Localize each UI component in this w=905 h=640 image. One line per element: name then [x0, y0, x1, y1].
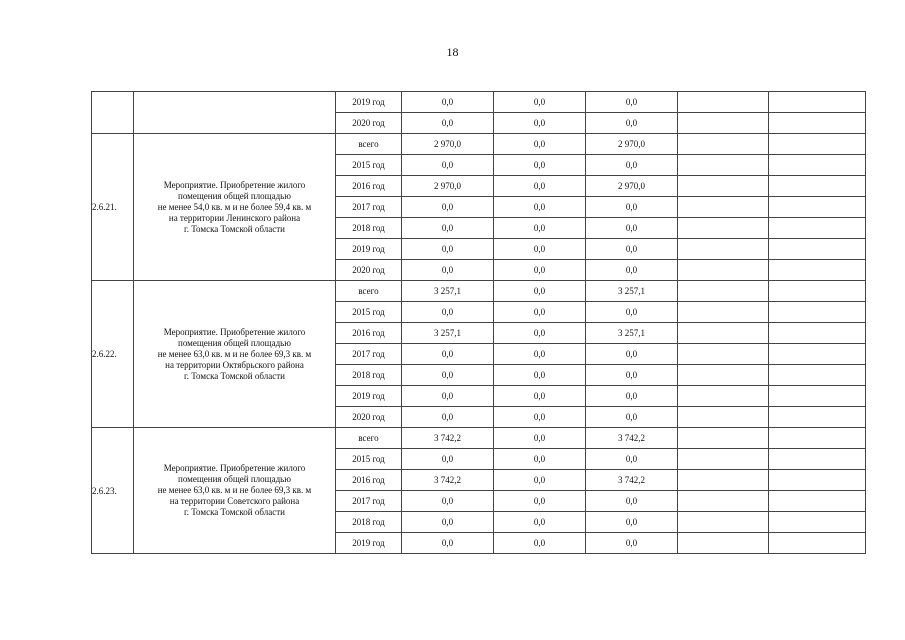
local-cell: 0,0 — [586, 449, 678, 470]
item-name-line: помещения общей площадью — [178, 337, 291, 348]
federal-cell: 0,0 — [494, 365, 586, 386]
year-cell: 2015 год — [336, 302, 402, 323]
year-cell: всего — [336, 134, 402, 155]
federal-cell: 0,0 — [494, 134, 586, 155]
total-cell: 0,0 — [402, 155, 494, 176]
empty-cell — [678, 197, 769, 218]
local-cell: 0,0 — [586, 155, 678, 176]
federal-cell: 0,0 — [494, 155, 586, 176]
total-cell: 0,0 — [402, 113, 494, 134]
local-cell: 0,0 — [586, 218, 678, 239]
year-cell: 2018 год — [336, 218, 402, 239]
empty-cell — [678, 407, 769, 428]
table-body — [92, 92, 866, 554]
empty-cell — [769, 302, 866, 323]
empty-cell — [769, 365, 866, 386]
local-cell: 0,0 — [586, 113, 678, 134]
table-row — [92, 92, 866, 113]
empty-cell — [769, 344, 866, 365]
federal-cell: 0,0 — [494, 260, 586, 281]
empty-cell — [678, 428, 769, 449]
local-cell: 0,0 — [586, 512, 678, 533]
item-name-line: не менее 54,0 кв. м и не более 59,4 кв. м — [157, 201, 312, 212]
local-cell: 0,0 — [586, 302, 678, 323]
local-cell: 0,0 — [586, 491, 678, 512]
local-cell: 3 257,1 — [586, 323, 678, 344]
item-number-cell — [92, 92, 134, 134]
total-cell: 0,0 — [402, 92, 494, 113]
empty-cell — [769, 155, 866, 176]
year-cell: 2019 год — [336, 239, 402, 260]
item-name-cell — [134, 281, 336, 428]
empty-cell — [769, 197, 866, 218]
total-cell: 3 257,1 — [402, 323, 494, 344]
local-cell: 2 970,0 — [586, 134, 678, 155]
empty-cell — [678, 344, 769, 365]
empty-cell — [678, 365, 769, 386]
empty-cell — [678, 281, 769, 302]
total-cell: 3 742,2 — [402, 470, 494, 491]
item-name-line: на территории Октябрьского района — [165, 359, 304, 370]
total-cell: 0,0 — [402, 491, 494, 512]
year-cell: 2019 год — [336, 386, 402, 407]
year-cell: 2018 год — [336, 512, 402, 533]
empty-cell — [678, 155, 769, 176]
item-name-line: Мероприятие. Приобретение жилого — [163, 179, 306, 190]
local-cell: 0,0 — [586, 239, 678, 260]
item-name-line: помещения общей площадью — [178, 474, 291, 484]
federal-cell: 0,0 — [494, 218, 586, 239]
total-cell: 3 742,2 — [402, 428, 494, 449]
federal-cell: 0,0 — [494, 323, 586, 344]
empty-cell — [678, 92, 769, 113]
year-cell: 2020 год — [336, 113, 402, 134]
total-cell: 3 257,1 — [402, 281, 494, 302]
empty-cell — [769, 92, 866, 113]
local-cell: 0,0 — [586, 92, 678, 113]
item-number-cell: 2.6.22. — [92, 281, 134, 428]
local-cell: 0,0 — [586, 344, 678, 365]
federal-cell: 0,0 — [494, 428, 586, 449]
table-row — [92, 428, 866, 449]
year-cell: всего — [336, 428, 402, 449]
year-cell: 2016 год — [336, 470, 402, 491]
year-cell: 2016 год — [336, 323, 402, 344]
item-number-cell: 2.6.21. — [92, 134, 134, 281]
local-cell: 0,0 — [586, 365, 678, 386]
local-cell: 0,0 — [586, 533, 678, 554]
federal-cell: 0,0 — [494, 113, 586, 134]
empty-cell — [678, 386, 769, 407]
total-cell: 0,0 — [402, 260, 494, 281]
total-cell: 0,0 — [402, 344, 494, 365]
empty-cell — [769, 470, 866, 491]
empty-cell — [769, 218, 866, 239]
total-cell: 0,0 — [402, 239, 494, 260]
empty-cell — [769, 533, 866, 554]
total-cell: 0,0 — [402, 449, 494, 470]
empty-cell — [678, 176, 769, 197]
item-name-line: помещения общей площадью — [178, 190, 291, 201]
year-cell: 2017 год — [336, 197, 402, 218]
item-name-line: г. Томска Томской области — [184, 507, 285, 517]
total-cell: 0,0 — [402, 512, 494, 533]
local-cell: 0,0 — [586, 407, 678, 428]
federal-cell: 0,0 — [494, 407, 586, 428]
federal-cell: 0,0 — [494, 344, 586, 365]
empty-cell — [678, 512, 769, 533]
year-cell: всего — [336, 281, 402, 302]
federal-cell: 0,0 — [494, 449, 586, 470]
federal-cell: 0,0 — [494, 239, 586, 260]
empty-cell — [769, 281, 866, 302]
item-name-line: на территории Советского района — [169, 496, 300, 506]
total-cell: 0,0 — [402, 386, 494, 407]
total-cell: 0,0 — [402, 407, 494, 428]
item-name-cell — [134, 92, 336, 134]
empty-cell — [769, 113, 866, 134]
empty-cell — [769, 386, 866, 407]
item-name-line: не менее 63,0 кв. м и не более 69,3 кв. м — [157, 348, 312, 359]
empty-cell — [678, 260, 769, 281]
local-cell: 0,0 — [586, 260, 678, 281]
year-cell: 2017 год — [336, 491, 402, 512]
empty-cell — [769, 512, 866, 533]
item-name-cell — [134, 428, 336, 554]
empty-cell — [678, 218, 769, 239]
page-number: 18 — [446, 45, 459, 59]
local-cell: 3 742,2 — [586, 428, 678, 449]
federal-cell: 0,0 — [494, 533, 586, 554]
federal-cell: 0,0 — [494, 281, 586, 302]
federal-cell: 0,0 — [494, 386, 586, 407]
item-name-cell — [134, 134, 336, 281]
empty-cell — [769, 176, 866, 197]
year-cell: 2019 год — [336, 92, 402, 113]
total-cell: 0,0 — [402, 533, 494, 554]
empty-cell — [678, 134, 769, 155]
local-cell: 3 257,1 — [586, 281, 678, 302]
item-name-line: г. Томска Томской области — [184, 223, 285, 234]
empty-cell — [769, 260, 866, 281]
empty-cell — [678, 470, 769, 491]
empty-cell — [678, 302, 769, 323]
local-cell: 0,0 — [586, 386, 678, 407]
empty-cell — [769, 407, 866, 428]
total-cell: 0,0 — [402, 197, 494, 218]
federal-cell: 0,0 — [494, 302, 586, 323]
empty-cell — [678, 491, 769, 512]
empty-cell — [769, 323, 866, 344]
local-cell: 3 742,2 — [586, 470, 678, 491]
empty-cell — [678, 323, 769, 344]
item-name-line: Мероприятие. Приобретение жилого — [163, 326, 306, 337]
empty-cell — [678, 533, 769, 554]
year-cell: 2020 год — [336, 407, 402, 428]
empty-cell — [769, 491, 866, 512]
total-cell: 2 970,0 — [402, 134, 494, 155]
empty-cell — [678, 449, 769, 470]
federal-cell: 0,0 — [494, 470, 586, 491]
item-name-line: не менее 63,0 кв. м и не более 69,3 кв. м — [157, 485, 312, 495]
item-number-cell: 2.6.23. — [92, 428, 134, 554]
federal-cell: 0,0 — [494, 512, 586, 533]
total-cell: 2 970,0 — [402, 176, 494, 197]
empty-cell — [678, 113, 769, 134]
empty-cell — [769, 449, 866, 470]
year-cell: 2018 год — [336, 365, 402, 386]
local-cell: 2 970,0 — [586, 176, 678, 197]
table-row — [92, 281, 866, 302]
item-name-line: Мероприятие. Приобретение жилого — [163, 463, 306, 473]
budget-table — [91, 91, 866, 554]
total-cell: 0,0 — [402, 218, 494, 239]
year-cell: 2020 год — [336, 260, 402, 281]
item-name-line: на территории Ленинского района — [168, 212, 301, 223]
total-cell: 0,0 — [402, 365, 494, 386]
table-row — [92, 134, 866, 155]
empty-cell — [678, 239, 769, 260]
year-cell: 2015 год — [336, 449, 402, 470]
empty-cell — [769, 239, 866, 260]
federal-cell: 0,0 — [494, 92, 586, 113]
year-cell: 2015 год — [336, 155, 402, 176]
federal-cell: 0,0 — [494, 197, 586, 218]
year-cell: 2019 год — [336, 533, 402, 554]
year-cell: 2016 год — [336, 176, 402, 197]
empty-cell — [769, 428, 866, 449]
federal-cell: 0,0 — [494, 491, 586, 512]
total-cell: 0,0 — [402, 302, 494, 323]
local-cell: 0,0 — [586, 197, 678, 218]
year-cell: 2017 год — [336, 344, 402, 365]
item-name-line: г. Томска Томской области — [184, 370, 285, 381]
federal-cell: 0,0 — [494, 176, 586, 197]
empty-cell — [769, 134, 866, 155]
